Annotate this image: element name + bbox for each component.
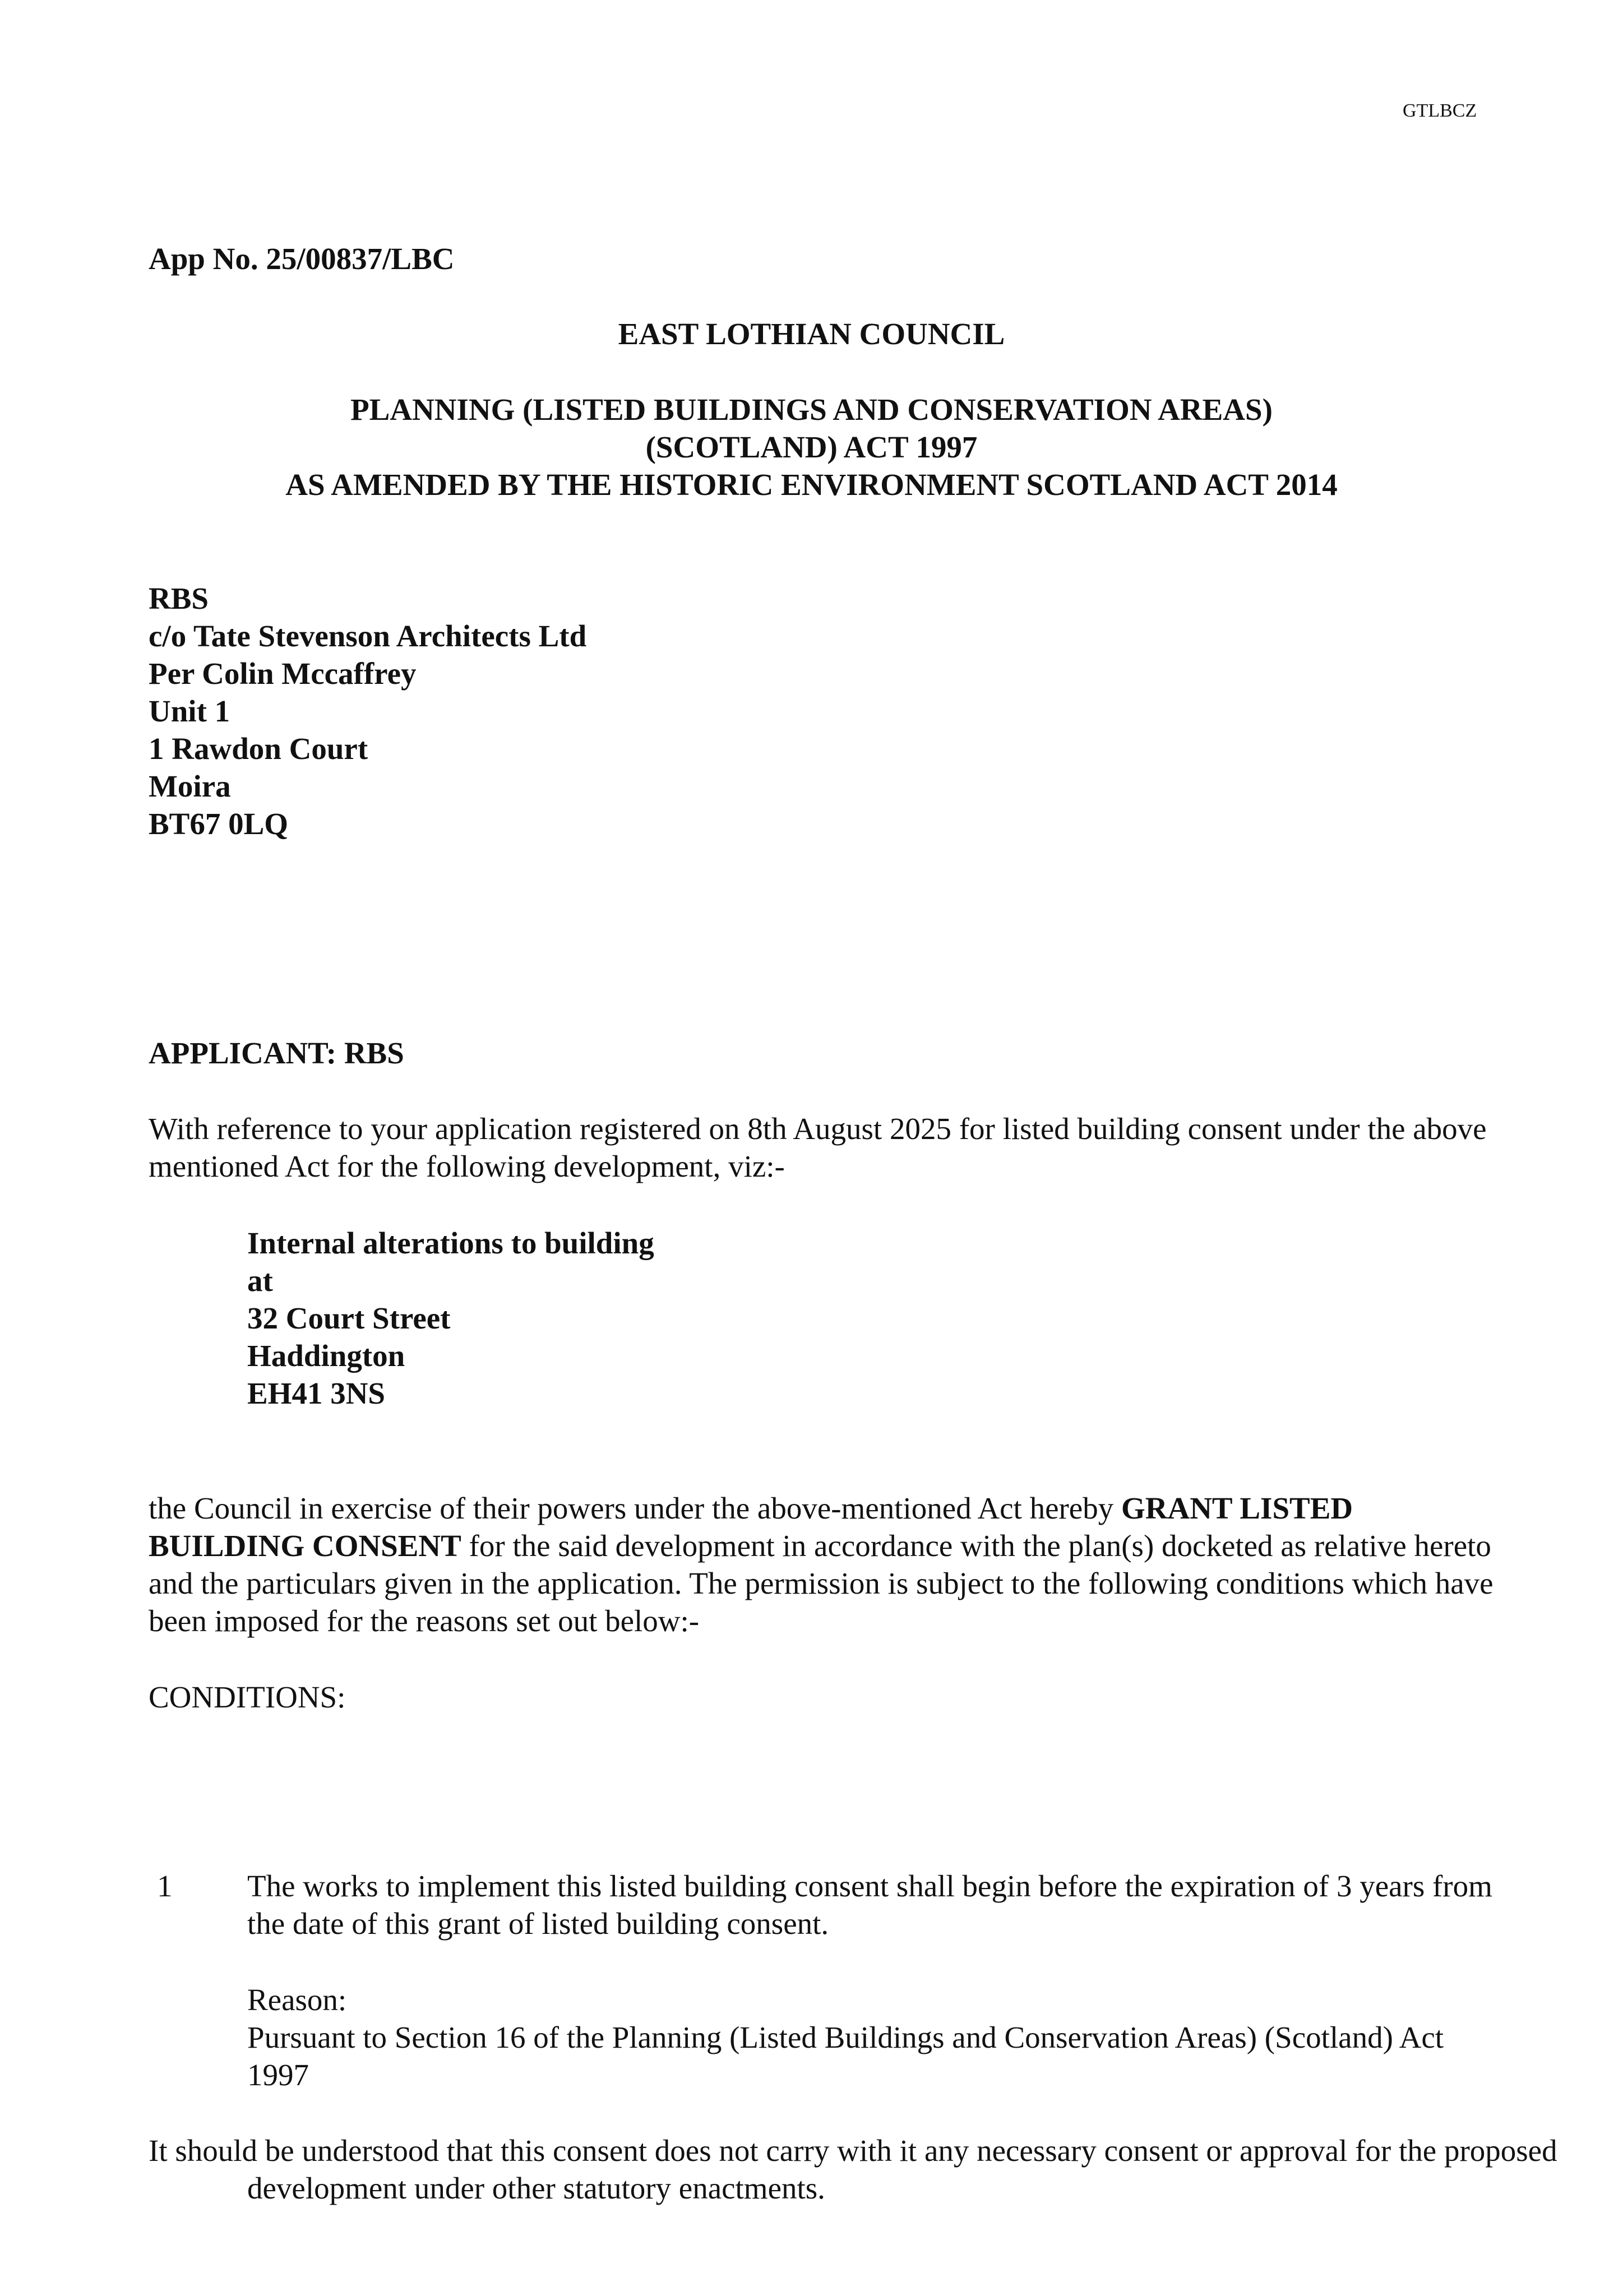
act-title-line: PLANNING (LISTED BUILDINGS AND CONSERVATION AREAS) xyxy=(350,392,1273,427)
development-line: 32 Court Street xyxy=(247,1301,451,1335)
development-line: Haddington xyxy=(247,1339,405,1373)
decision-text-before: the Council in exercise of their powers under the above-mentioned Act hereby xyxy=(149,1491,1121,1525)
applicant-line: APPLICANT: RBS xyxy=(149,1036,404,1070)
development-line: at xyxy=(247,1263,273,1298)
decision-text-after: for the said development in accordance with the plan(s) docketed as relative hereto and the particulars given in the application. The permission is subject to the following conditions which have been imposed for the reasons set out below:- xyxy=(149,1529,1493,1638)
council-name: EAST LOTHIAN COUNCIL xyxy=(618,317,1005,351)
development-line: Internal alterations to building xyxy=(247,1226,654,1260)
address-line: Unit 1 xyxy=(149,694,230,728)
recipient-address xyxy=(149,580,586,843)
decision-grant: GRANT LISTED BUILDING CONSENT xyxy=(149,1491,1353,1563)
condition-text: The works to implement this listed building consent shall begin before the expiration of 3 years from the date of this grant of listed building consent. xyxy=(247,1869,1492,1941)
act-title-line: AS AMENDED BY THE HISTORIC ENVIRONMENT SCOTLAND ACT 2014 xyxy=(285,467,1338,502)
reason-text: Pursuant to Section 16 of the Planning (Listed Buildings and Conservation Areas) (Scotland) Act 1997 xyxy=(247,2020,1444,2092)
address-line: 1 Rawdon Court xyxy=(149,732,368,766)
consent-note: It should be understood that this consent does not carry with it any necessary consent or approval for the proposed development under other statutory enactments. xyxy=(149,2133,1557,2205)
address-line: c/o Tate Stevenson Architects Ltd xyxy=(149,619,587,653)
application-number: App No. 25/00837/LBC xyxy=(149,242,455,276)
development-description xyxy=(247,1224,654,1412)
intro-paragraph: With reference to your application registered on 8th August 2025 for listed building consent under the above mentioned Act for the following development, viz:- xyxy=(149,1112,1487,1183)
condition-number: 1 xyxy=(157,1869,173,1903)
reason-label: Reason: xyxy=(247,1983,347,2017)
address-line: RBS xyxy=(149,581,209,615)
development-line: EH41 3NS xyxy=(247,1376,386,1410)
address-line: BT67 0LQ xyxy=(149,807,289,841)
address-line: Moira xyxy=(149,769,231,803)
act-title-line: (SCOTLAND) ACT 1997 xyxy=(645,430,978,464)
address-line: Per Colin Mccaffrey xyxy=(149,656,417,691)
decision-paragraph xyxy=(149,1489,1494,1640)
document-code: GTLBCZ xyxy=(1403,100,1477,121)
act-title xyxy=(0,391,1623,503)
conditions-heading: CONDITIONS: xyxy=(149,1680,346,1714)
